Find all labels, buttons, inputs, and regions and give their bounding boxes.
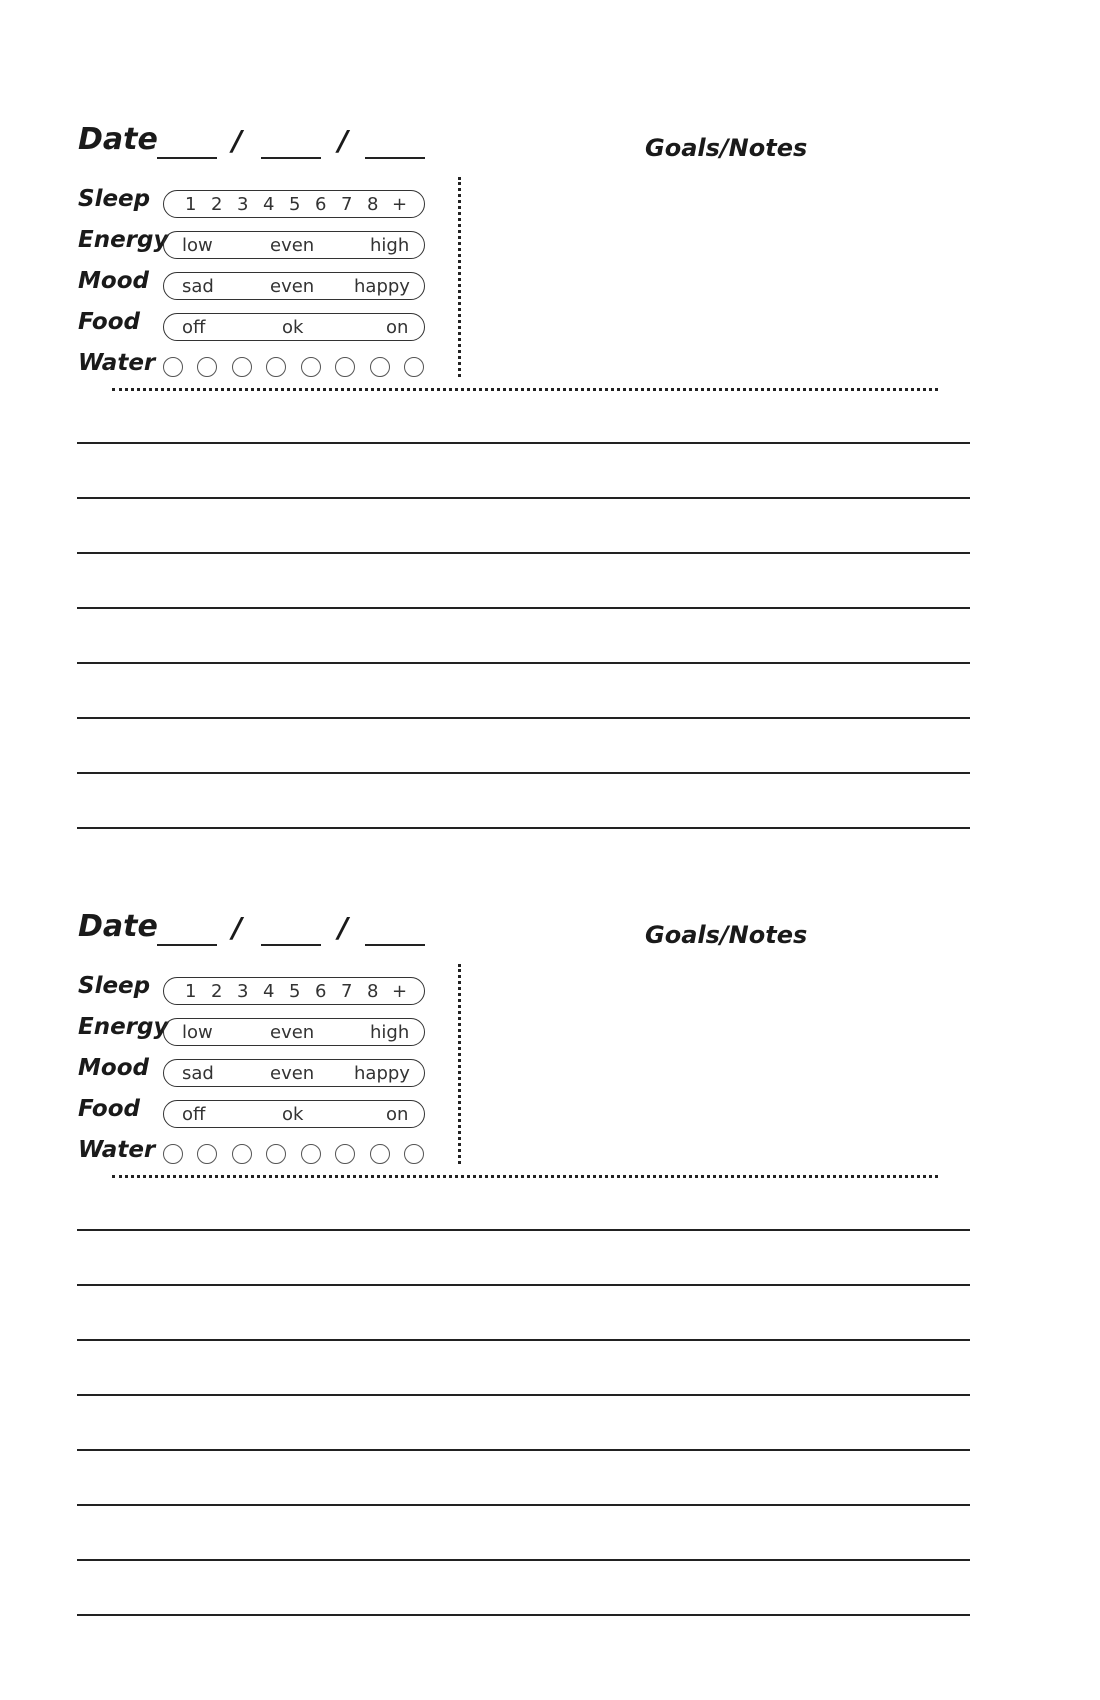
vertical-dotted-divider	[458, 964, 461, 1164]
date-slash: /	[232, 124, 243, 157]
sleep-option[interactable]: 4	[263, 194, 275, 215]
sleep-option[interactable]: 5	[289, 194, 301, 215]
note-line[interactable]	[77, 662, 970, 664]
mood-scale[interactable]	[163, 1059, 425, 1087]
energy-mid[interactable]: even	[270, 235, 315, 256]
journal-entry-2	[0, 787, 1100, 1567]
mood-high[interactable]: happy	[354, 276, 410, 297]
energy-scale[interactable]	[163, 1018, 425, 1046]
food-high[interactable]: on	[386, 317, 409, 338]
sleep-option[interactable]: 2	[211, 194, 223, 215]
water-glass[interactable]	[301, 1144, 321, 1164]
mood-mid[interactable]: even	[270, 1063, 315, 1084]
water-glass[interactable]	[163, 357, 183, 377]
mood-high[interactable]: happy	[354, 1063, 410, 1084]
note-line[interactable]	[77, 607, 970, 609]
date-month-blank[interactable]	[157, 944, 217, 946]
sleep-option[interactable]: 3	[237, 194, 249, 215]
food-low[interactable]: off	[182, 1104, 206, 1125]
energy-high[interactable]: high	[370, 235, 410, 256]
mood-low[interactable]: sad	[182, 276, 214, 297]
sleep-scale[interactable]	[163, 190, 425, 218]
note-line[interactable]	[77, 552, 970, 554]
note-line[interactable]	[77, 1559, 970, 1561]
sleep-scale[interactable]	[163, 977, 425, 1005]
water-glass[interactable]	[370, 357, 390, 377]
note-line[interactable]	[77, 1229, 970, 1231]
sleep-label: Sleep	[78, 186, 151, 212]
food-high[interactable]: on	[386, 1104, 409, 1125]
date-year-blank[interactable]	[365, 944, 425, 946]
note-line[interactable]	[77, 442, 970, 444]
date-slash: /	[338, 124, 349, 157]
sleep-option[interactable]: 8	[367, 981, 379, 1002]
mood-mid[interactable]: even	[270, 276, 315, 297]
goals-notes-heading: Goals/Notes	[645, 134, 808, 162]
sleep-option[interactable]: 2	[211, 981, 223, 1002]
mood-low[interactable]: sad	[182, 1063, 214, 1084]
mood-label: Mood	[78, 268, 149, 294]
energy-low[interactable]: low	[182, 1022, 213, 1043]
energy-low[interactable]: low	[182, 235, 213, 256]
vertical-dotted-divider	[458, 177, 461, 377]
horizontal-dotted-divider	[112, 388, 938, 391]
sleep-option[interactable]: 7	[341, 194, 353, 215]
water-glass[interactable]	[197, 1144, 217, 1164]
note-line[interactable]	[77, 1339, 970, 1341]
water-glass[interactable]	[197, 357, 217, 377]
water-glass[interactable]	[163, 1144, 183, 1164]
food-mid[interactable]: ok	[282, 317, 304, 338]
sleep-option[interactable]: 7	[341, 981, 353, 1002]
note-line[interactable]	[77, 1394, 970, 1396]
water-label: Water	[78, 1137, 156, 1163]
food-scale[interactable]	[163, 313, 425, 341]
water-label: Water	[78, 350, 156, 376]
food-mid[interactable]: ok	[282, 1104, 304, 1125]
sleep-option[interactable]: +	[392, 194, 408, 215]
water-glass[interactable]	[266, 357, 286, 377]
water-glass[interactable]	[404, 1144, 424, 1164]
water-glass[interactable]	[232, 357, 252, 377]
sleep-option[interactable]: +	[392, 981, 408, 1002]
sleep-option[interactable]: 8	[367, 194, 379, 215]
food-scale[interactable]	[163, 1100, 425, 1128]
date-month-blank[interactable]	[157, 157, 217, 159]
water-glass[interactable]	[335, 357, 355, 377]
note-line[interactable]	[77, 497, 970, 499]
water-glass[interactable]	[404, 357, 424, 377]
sleep-option[interactable]: 3	[237, 981, 249, 1002]
sleep-option[interactable]: 1	[185, 194, 197, 215]
water-glass[interactable]	[370, 1144, 390, 1164]
food-label: Food	[78, 1096, 140, 1122]
energy-high[interactable]: high	[370, 1022, 410, 1043]
mood-label: Mood	[78, 1055, 149, 1081]
note-line[interactable]	[77, 1614, 970, 1616]
sleep-option[interactable]: 4	[263, 981, 275, 1002]
energy-scale[interactable]	[163, 231, 425, 259]
date-label: Date	[78, 122, 158, 157]
goals-notes-heading: Goals/Notes	[645, 921, 808, 949]
water-glass[interactable]	[301, 357, 321, 377]
mood-scale[interactable]	[163, 272, 425, 300]
note-line[interactable]	[77, 1449, 970, 1451]
date-slash: /	[232, 911, 243, 944]
sleep-option[interactable]: 6	[315, 194, 327, 215]
food-label: Food	[78, 309, 140, 335]
date-slash: /	[338, 911, 349, 944]
note-line[interactable]	[77, 1284, 970, 1286]
water-glass[interactable]	[335, 1144, 355, 1164]
sleep-option[interactable]: 1	[185, 981, 197, 1002]
date-day-blank[interactable]	[261, 157, 321, 159]
sleep-option[interactable]: 5	[289, 981, 301, 1002]
sleep-label: Sleep	[78, 973, 151, 999]
horizontal-dotted-divider	[112, 1175, 938, 1178]
date-day-blank[interactable]	[261, 944, 321, 946]
date-year-blank[interactable]	[365, 157, 425, 159]
energy-label: Energy	[78, 1014, 169, 1040]
water-glass[interactable]	[266, 1144, 286, 1164]
journal-entry-1	[0, 0, 1100, 780]
energy-label: Energy	[78, 227, 169, 253]
energy-mid[interactable]: even	[270, 1022, 315, 1043]
sleep-option[interactable]: 6	[315, 981, 327, 1002]
food-low[interactable]: off	[182, 317, 206, 338]
water-glass[interactable]	[232, 1144, 252, 1164]
note-line[interactable]	[77, 772, 970, 774]
note-line[interactable]	[77, 1504, 970, 1506]
date-label: Date	[78, 909, 158, 944]
note-line[interactable]	[77, 717, 970, 719]
